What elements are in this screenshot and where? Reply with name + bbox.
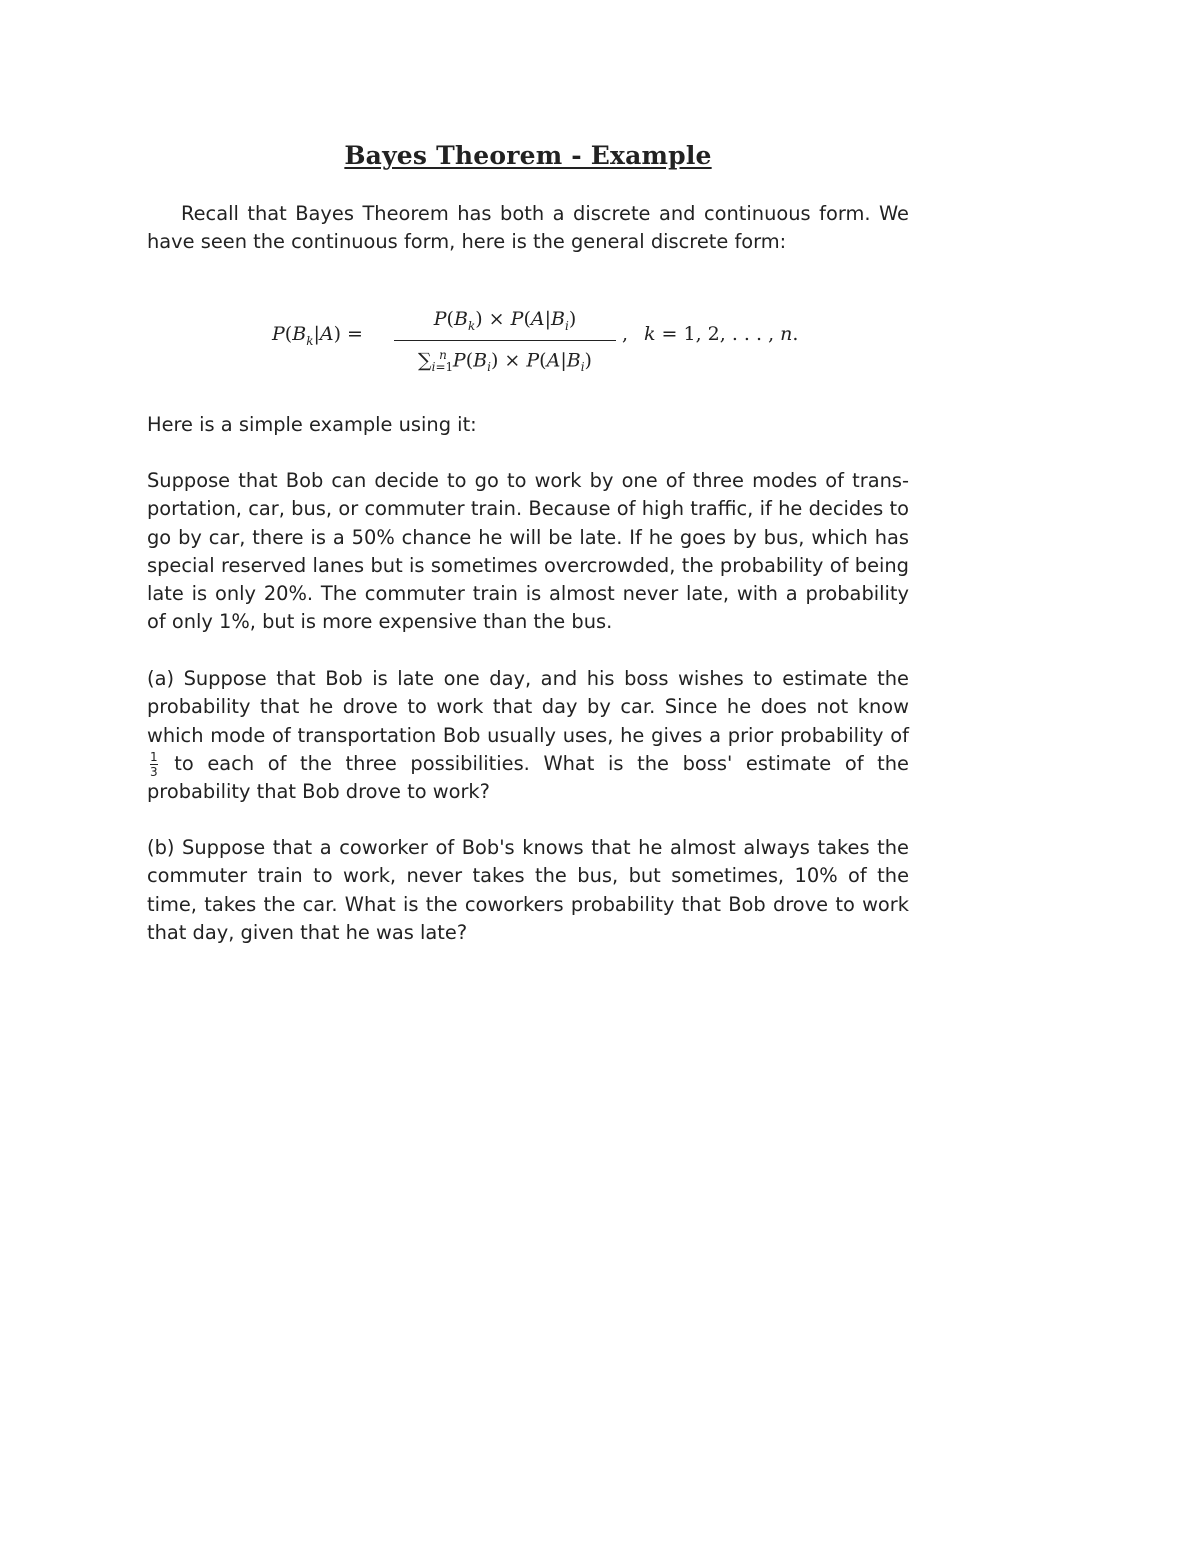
bayes-formula: $P(B_k|A)$ = $P(B_k) \times P(A|B_i)$ $\sum_{i=1}^n$ $P(B_i) \times P(A|B_i)$ , k = 1, 2, . . . , n. (272, 305, 792, 369)
formula-range: k = 1, 2, . . . , n. (644, 323, 799, 345)
formula-numerator: $P(B_k) \times P(A|B_i)$ (433, 308, 577, 333)
part-a-text-rest: to each of the three possibilities. What is the boss' estimate of the probability that Bob drove to work? (147, 751, 909, 804)
problem-paragraph: Suppose that Bob can decide to go to work by one of three modes of transportation, car, bus, or commuter train. Because of high traffic, if he decides to go by car, there is a 50% chance he will be late. If he goes by bus, which has special reserved lanes but is sometimes overcrowded, the probability of being late is only 20%. The commuter train is almost never late, with a probability of only 1%, but is more expensive than the bus. (147, 469, 909, 634)
one-third-fraction: $\frac{1}{3}$ (150, 749, 158, 779)
formula-lhs: $P(B_k|A)$ = (272, 323, 363, 348)
page-title: Bayes Theorem - Example (344, 141, 712, 170)
part-a-text: (a) Suppose that Bob is late one day, and his boss wishes to estimate the probability that he drove to work that day by car. Since he does not know which mode of transportation Bob usually uses, he gives a prior probability of (147, 667, 909, 747)
formula-fraction (390, 305, 620, 381)
example-intro: Here is a simple example using it: (147, 413, 477, 436)
part-b-paragraph: (b) Suppose that a coworker of Bob's knows that he almost always takes the commuter train to work, never takes the bus, but sometimes, 10% of the time, takes the car. What is the coworkers probability that Bob drove to work that day, given that he was late? (147, 836, 909, 944)
part-a-paragraph (147, 665, 909, 806)
formula-denominator: $\sum_{i=1}^n$ $P(B_i) \times P(A|B_i)$ (418, 347, 592, 374)
intro-paragraph: Recall that Bayes Theorem has both a discrete and continuous form. We have seen the continuous form, here is the general discrete form: (147, 202, 909, 254)
